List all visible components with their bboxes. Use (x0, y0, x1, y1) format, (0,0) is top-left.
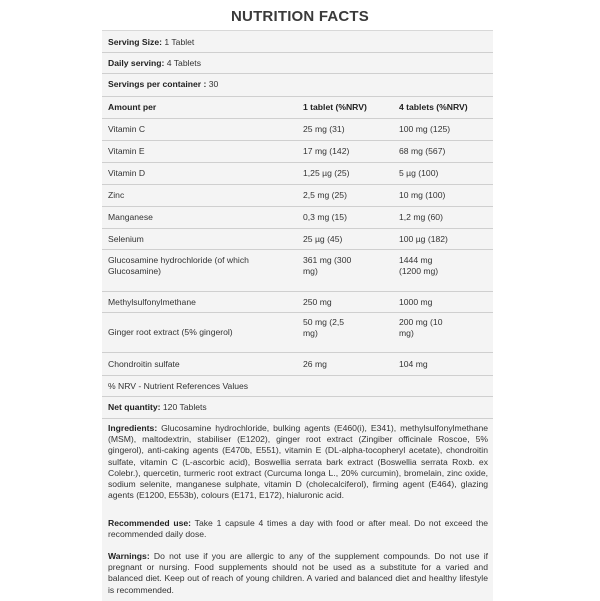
nutrient-four-tablets: 10 mg (100) (399, 190, 446, 200)
table-row (102, 313, 493, 353)
nutrient-four-tablets: 5 µg (100) (399, 168, 439, 178)
nutrient-name: Chondroitin sulfate (108, 359, 180, 369)
serving-size-value: 1 Tablet (164, 37, 195, 47)
daily-serving-label: Daily serving: (108, 58, 165, 68)
table-row (102, 119, 493, 141)
nutrient-one-tablet: 2,5 mg (25) (303, 190, 347, 200)
nutrient-name: Vitamin E (108, 146, 145, 156)
net-quantity-label: Net quantity: (108, 402, 161, 412)
header-one-tablet: 1 tablet (%NRV) (303, 102, 367, 112)
nutrient-one-tablet: 250 mg (303, 297, 332, 307)
nutrient-four-tablets: 68 mg (567) (399, 146, 446, 156)
nrv-note-row (102, 376, 493, 397)
nutrient-one-tablet: 1,25 µg (25) (303, 168, 350, 178)
nutrient-one-tablet: 50 mg (2,5 mg) (303, 317, 345, 338)
net-quantity-row (102, 397, 493, 419)
nutrient-name: Ginger root extract (5% gingerol) (108, 327, 233, 337)
ingredients-text: Glucosamine hydrochloride, bulking agents (E460(i), E341), methylsulfonylmethane (MSM), maltodextrin, stabiliser (E1202), ginger root extract (Zingiber officinale Roscoe, 5% gingerol), anti-caking agents (E470b, E551), vitamin E (DL-alpha-tocopheryl acetate), chondroitin sulfate, vitamin C (L-ascorbic acid), Boswellia serrata bark extract (Boswellia serrata Roxb. ex Colebr.), quercetin, turmeric root extract (Curcuma longa L., 20% curcumin), bromelain, zinc oxide, sodium selenite, manganese sulphate, vitamin D (cholecalciferol), firming agent (E464), glazing agents (E1200, E553b), colours (E171, E172), hialuronic acid. (108, 423, 488, 501)
table-row (102, 250, 493, 292)
ingredients-section (108, 423, 488, 501)
servings-per-container-label: Servings per container : (108, 79, 207, 89)
warnings-text: Do not use if you are allergic to any of the supplement compounds. Do not use if pregnant or nursing. Food supplements should not be used as a substitute for a varied and balanced diet. Keep out of reach of young children. A varied and balanced diet and healthy lifestyle is recommended. (108, 551, 488, 595)
nutrient-one-tablet: 26 mg (303, 359, 327, 369)
warnings-section (108, 551, 488, 596)
nutrient-one-tablet: 0,3 mg (15) (303, 212, 347, 222)
recommended-use-text: Take 1 capsule 4 times a day with food or after meal. Do not exceed the recommended daily dose. (108, 518, 489, 540)
nutrient-four-tablets: 1,2 mg (60) (399, 212, 443, 222)
nutrient-name: Vitamin D (108, 168, 146, 178)
nrv-note: % NRV - Nutrient References Values (108, 381, 249, 391)
daily-serving-value: 4 Tablets (166, 58, 201, 68)
nutrient-one-tablet: 17 mg (142) (303, 146, 350, 156)
servings-per-container-value: 30 (208, 79, 219, 89)
ingredients-label: Ingredients: (108, 423, 158, 433)
table-row (102, 207, 493, 229)
nutrient-name: Manganese (108, 212, 153, 222)
table-row (102, 229, 493, 250)
header-amount-per: Amount per (108, 102, 157, 112)
daily-serving-row (102, 53, 493, 74)
nutrient-four-tablets: 200 mg (10 mg) (399, 317, 443, 338)
nutrition-facts-panel (102, 30, 493, 601)
table-row (102, 163, 493, 185)
nutrient-name: Vitamin C (108, 124, 146, 134)
header-four-tablets: 4 tablets (%NRV) (399, 102, 468, 112)
warnings-label: Warnings: (108, 551, 150, 561)
net-quantity-value: 120 Tablets (162, 402, 207, 412)
nutrient-one-tablet: 361 mg (300 mg) (303, 255, 352, 276)
nutrient-name: Zinc (108, 190, 125, 200)
nutrient-four-tablets: 1000 mg (399, 297, 433, 307)
nutrient-name: Glucosamine hydrochloride (of which Glucosamine) (108, 255, 249, 276)
recommended-use-section (108, 518, 488, 540)
table-row (102, 353, 493, 376)
nutrient-one-tablet: 25 mg (31) (303, 124, 345, 134)
serving-size-row (102, 31, 493, 53)
nutrient-one-tablet: 25 µg (45) (303, 234, 343, 244)
nutrient-four-tablets: 100 mg (125) (399, 124, 451, 134)
servings-per-container-row (102, 74, 493, 97)
table-row (102, 185, 493, 207)
nutrient-four-tablets: 100 µg (182) (399, 234, 448, 244)
table-header-row (102, 97, 493, 119)
nutrient-four-tablets: 104 mg (399, 359, 428, 369)
serving-size-label: Serving Size: (108, 37, 162, 47)
nutrient-name: Methylsulfonylmethane (108, 297, 196, 307)
table-row (102, 141, 493, 163)
nutrient-name: Selenium (108, 234, 144, 244)
table-row (102, 292, 493, 313)
nutrient-four-tablets: 1444 mg (1200 mg) (399, 255, 439, 276)
page-title: NUTRITION FACTS (231, 8, 369, 25)
recommended-use-label: Recommended use: (108, 518, 192, 528)
